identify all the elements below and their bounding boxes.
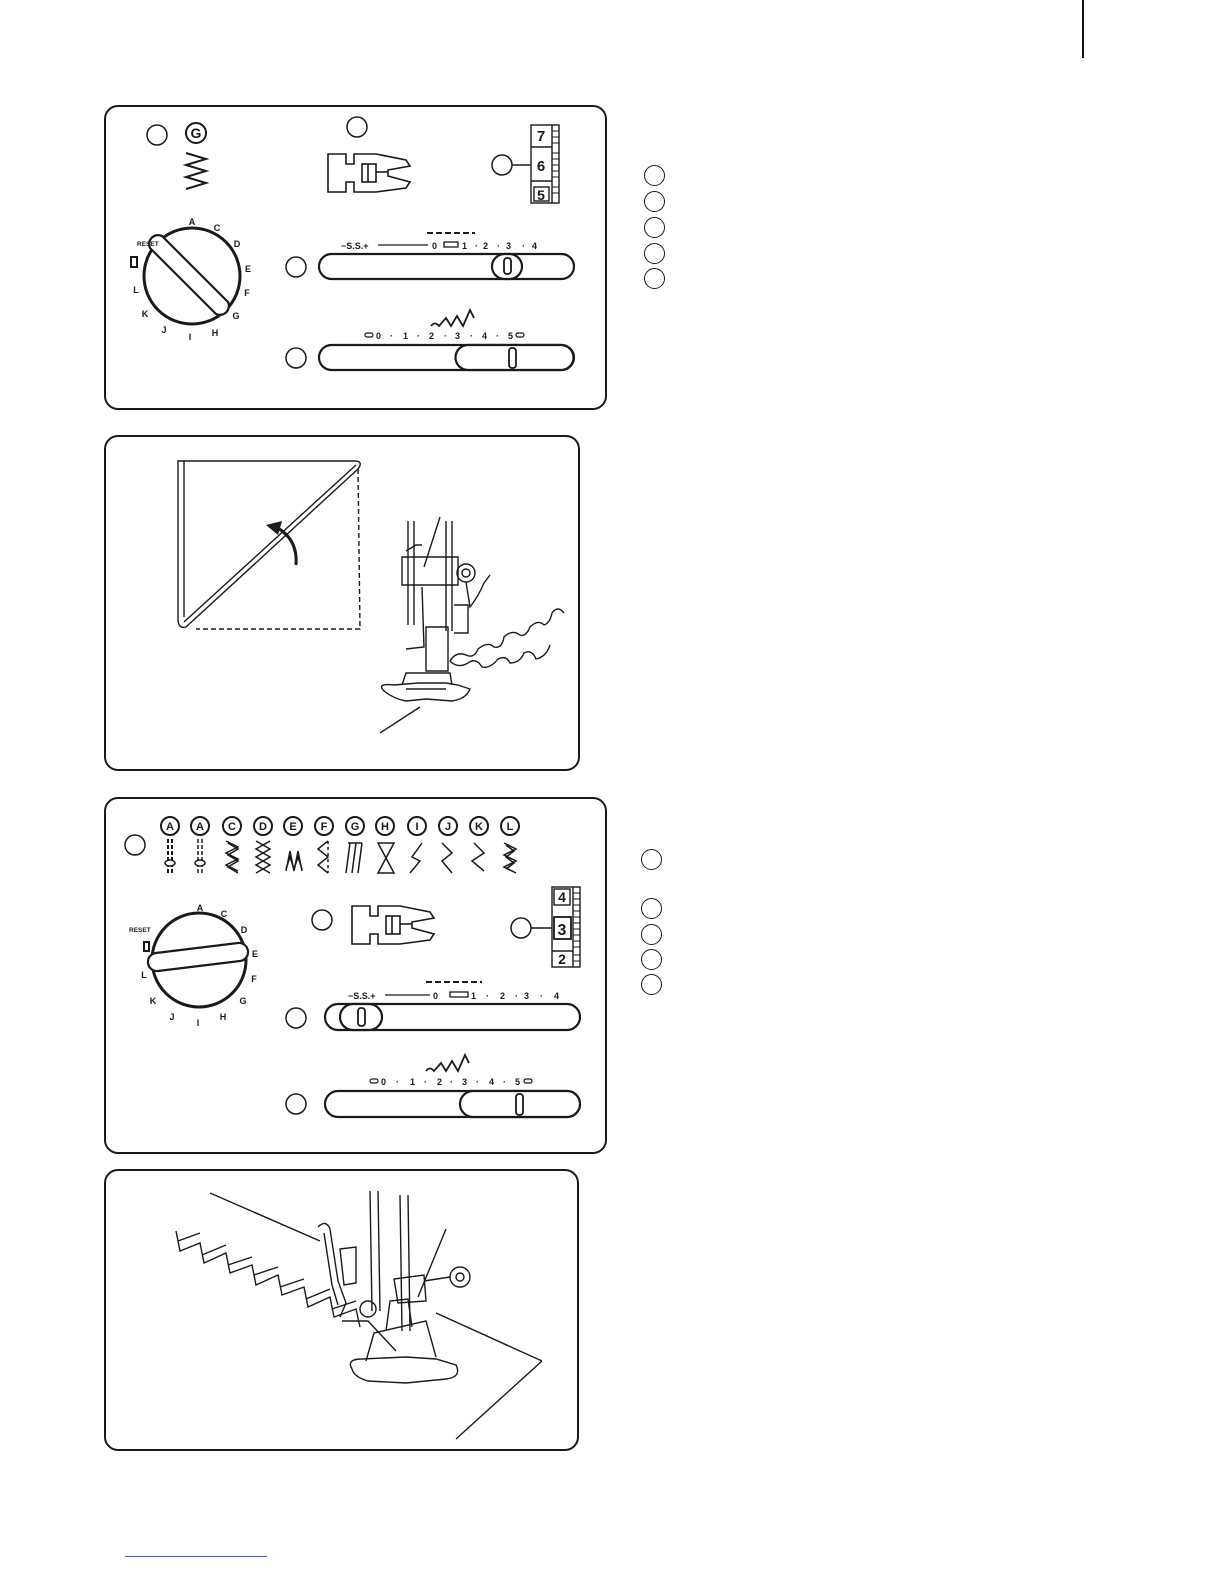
length-scale-label: −S.S.+ [341,241,369,251]
dial-letter: L [141,970,147,980]
settings-diagram-1 [106,107,609,412]
dial-letter: I [188,332,192,342]
width-scale-label: · [444,331,447,341]
callout-circle [286,1008,306,1028]
stitch-symbol-row [165,839,516,875]
dial-letter: A [196,903,204,913]
buttonhole-marker [144,942,149,951]
dial-letter: J [169,1012,175,1022]
illustration-panel-shell-tuck [104,435,580,771]
tension-number: 2 [558,951,566,967]
pattern-letter: J [444,821,452,833]
settings-panel-2 [104,797,607,1154]
stitch-length-slider [319,254,574,279]
stitch-width-knob [516,1094,523,1115]
callout-circle [644,217,665,238]
length-scale-label: · [475,241,478,251]
pattern-letter: L [506,821,514,833]
length-scale-label: 2 [483,241,489,251]
tension-ticks [573,893,580,961]
callout-circle [286,1094,306,1114]
tension-number: 6 [536,158,546,175]
width-scale-label: 5 [508,331,514,341]
callout-circle [641,924,662,945]
callout-circle [511,918,531,938]
length-scale-label: 3 [506,241,512,251]
callout-circle [644,243,665,264]
width-scale-label: · [476,1077,479,1087]
callout-circle [644,268,665,289]
callout-circle [641,974,662,995]
shell-tuck-illustration [106,437,582,773]
length-scale-label: · [515,991,518,1001]
width-scale-label: 2 [437,1077,443,1087]
buttonhole-marker [131,257,137,267]
width-scale-label: · [417,331,420,341]
dial-letter: D [240,925,248,935]
callout-circle [644,191,665,212]
tension-number: 3 [557,922,567,939]
settings-diagram-2 [106,799,609,1156]
presser-foot-icon [352,906,434,944]
pattern-letter: F [320,821,328,833]
length-scale-label: 3 [524,991,530,1001]
callout-circle [286,348,306,368]
tension-number: 5 [537,187,545,203]
width-scale-label: · [450,1077,453,1087]
callout-circle [492,155,512,175]
width-scale-label: · [503,1077,506,1087]
dial-letter: C [213,223,221,233]
stitch-pattern-icon [186,153,206,189]
dial-letter: E [244,264,252,274]
page-edge-line [1082,0,1084,58]
presser-foot-icon [328,154,410,192]
width-scale-label: 2 [429,331,435,341]
length-scale-label: 2 [500,991,506,1001]
width-scale-label: 3 [455,331,461,341]
dial-letter: K [149,996,157,1006]
pattern-letter: D [259,821,267,833]
width-scale-label: 0 [381,1077,387,1087]
width-scale-label: 3 [462,1077,468,1087]
pattern-letter-row [161,817,519,835]
edge-stitch-illustration [106,1171,581,1453]
length-scale-label: · [497,241,500,251]
width-scale-label: 4 [489,1077,495,1087]
width-scale-label: · [424,1077,427,1087]
reset-label: RESET [137,241,159,248]
width-scale-label: 5 [515,1077,521,1087]
callout-circle [125,835,145,855]
dial-letter: E [251,949,259,959]
length-scale-label: · [486,991,489,1001]
width-scale-label: · [470,331,473,341]
dial-letter: J [161,325,167,335]
width-scale-label: 0 [376,331,382,341]
callout-circle [286,257,306,277]
callout-circle [644,165,665,186]
pattern-letter: K [475,821,483,833]
width-scale-label: · [396,1077,399,1087]
width-scale-label: · [496,331,499,341]
pattern-letter: G [190,125,202,141]
dial-letter: I [196,1018,200,1028]
settings-panel-1 [104,105,607,410]
pattern-letter: E [289,821,297,833]
dial-letter: K [141,309,149,319]
pattern-letter: A [196,821,204,833]
callout-circle [641,849,662,870]
length-scale-label: 0 [433,991,439,1001]
callout-circle [312,910,332,930]
pattern-letter: G [350,821,360,833]
pattern-letter: A [166,821,174,833]
reset-label: RESET [129,927,151,934]
tension-number: 4 [558,889,566,905]
dial-letter: H [211,328,219,338]
pattern-letter: C [228,821,236,833]
length-scale-label: 1 [462,241,468,251]
stitch-width-knob [509,348,516,368]
dial-letter: F [244,288,250,298]
length-scale-label: 4 [554,991,560,1001]
length-scale-label: · [540,991,543,1001]
zigzag-icon [426,1055,469,1071]
callout-circle [641,949,662,970]
dial-letter: G [232,311,240,321]
pattern-letter: I [415,821,419,833]
dial-letter: A [188,217,196,227]
dial-letter: C [220,909,228,919]
length-scale-label: 0 [432,241,438,251]
footer-link-underline[interactable] [125,1556,267,1557]
width-scale-label: 1 [403,331,409,341]
callout-circle [147,125,167,145]
callout-circle [641,898,662,919]
illustration-panel-edge-stitch [104,1169,579,1451]
dial-letter: F [251,974,257,984]
pattern-dial[interactable] [148,913,248,1007]
tension-number: 7 [536,128,546,145]
callout-circle [347,117,367,137]
dial-letter: G [239,996,247,1006]
dial-letter: L [133,285,139,295]
tension-ticks [552,131,559,193]
width-scale-label: · [390,331,393,341]
width-scale-label: 1 [410,1077,416,1087]
length-scale-label: · [522,241,525,251]
dial-letter: H [219,1012,227,1022]
pattern-letter: H [381,821,389,833]
length-scale-label: 4 [532,241,538,251]
length-scale-label: −S.S.+ [348,991,376,1001]
width-scale-label: 4 [482,331,488,341]
dial-letter: D [233,239,241,249]
zigzag-icon [431,310,474,326]
length-scale-label: 1 [471,991,477,1001]
